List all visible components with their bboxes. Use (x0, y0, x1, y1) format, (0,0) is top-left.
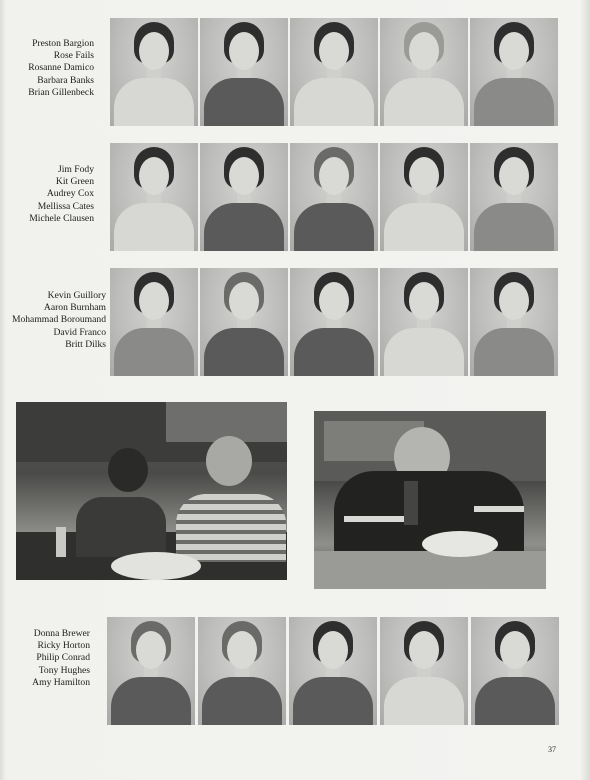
student-name: Michele Clausen (29, 212, 94, 224)
student-name: Brian Gillenbeck (28, 86, 94, 98)
student-portrait (380, 18, 468, 126)
portrait-row-1 (110, 18, 558, 126)
student-portrait (110, 268, 198, 376)
student-portrait (470, 18, 558, 126)
student-name: Kit Green (55, 176, 94, 188)
student-name: Britt Dilks (65, 338, 106, 350)
name-list-1 (0, 38, 94, 99)
student-name: Barbara Banks (37, 74, 94, 86)
student-name: Mellissa Cates (37, 200, 94, 212)
student-portrait (110, 143, 198, 251)
student-portrait (470, 268, 558, 376)
student-portrait (110, 18, 198, 126)
student-name: Mohammad Boroumand (11, 314, 106, 326)
student-portrait (290, 143, 378, 251)
portrait-row-3 (110, 268, 558, 376)
portrait-row-2 (110, 143, 558, 251)
student-portrait (198, 617, 286, 725)
student-portrait (470, 143, 558, 251)
student-name: Aaron Burnham (43, 302, 106, 314)
student-portrait (200, 268, 288, 376)
student-name: Ricky Horton (37, 640, 90, 652)
student-portrait (380, 617, 468, 725)
student-name: Donna Brewer (33, 628, 90, 639)
student-portrait (471, 617, 559, 725)
page-number: 37 (548, 745, 556, 754)
student-portrait (380, 143, 468, 251)
name-list-2 (0, 164, 94, 225)
student-name: Rosanne Damico (28, 62, 94, 74)
student-name: Rose Fails (53, 50, 94, 62)
candid-photo-cafeteria-left (16, 402, 287, 580)
student-portrait (107, 617, 195, 725)
student-name: Amy Hamilton (32, 676, 90, 688)
student-portrait (200, 18, 288, 126)
student-name: Audrey Cox (46, 188, 94, 200)
student-portrait (200, 143, 288, 251)
student-name: Philip Conrad (36, 652, 90, 664)
student-portrait (290, 268, 378, 376)
student-portrait (289, 617, 377, 725)
student-name: Kevin Guillory (47, 290, 106, 301)
name-list-4 (0, 628, 90, 689)
candid-photo-cafeteria-right (314, 411, 546, 589)
student-name: Tony Hughes (38, 664, 90, 676)
student-name: Preston Bargion (32, 38, 94, 49)
student-portrait (380, 268, 468, 376)
student-name: David Franco (53, 326, 106, 338)
name-list-3 (2, 290, 106, 351)
student-portrait (290, 18, 378, 126)
student-name: Jim Fody (58, 164, 94, 175)
portrait-row-4 (107, 617, 559, 725)
